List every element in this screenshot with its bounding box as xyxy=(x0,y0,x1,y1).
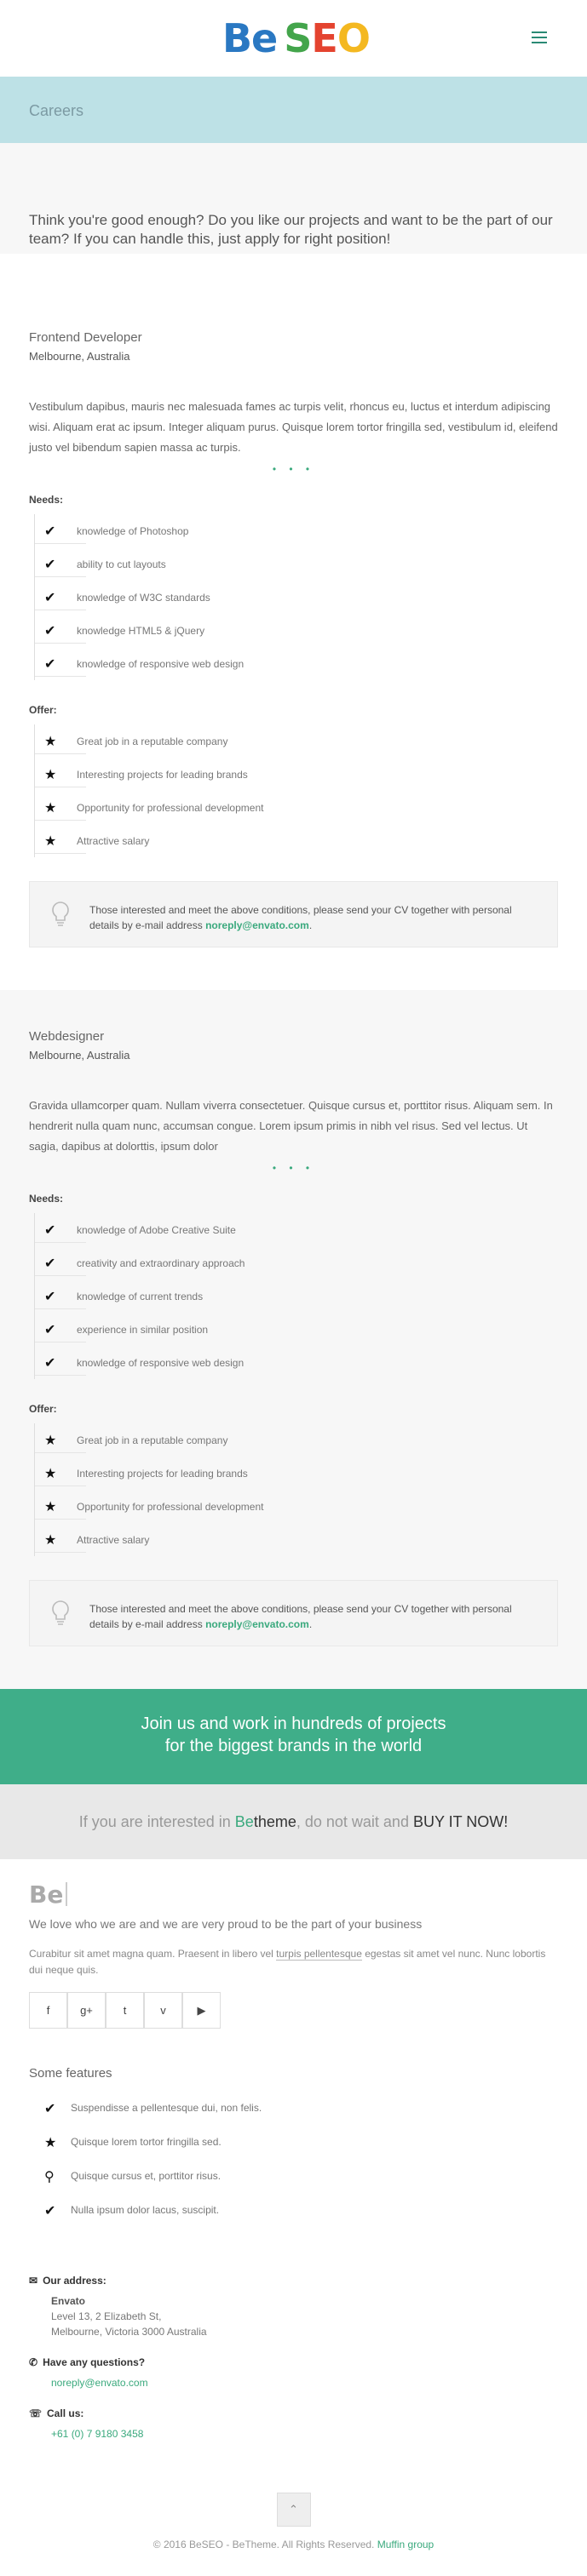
star-icon: ★ xyxy=(44,768,57,782)
star-icon: ★ xyxy=(44,801,57,816)
chat-icon: ☏ xyxy=(29,2407,43,2419)
list-item: ★ Great job in a reputable company xyxy=(34,1423,558,1457)
check-icon: ✔ xyxy=(44,624,56,638)
page-subheader xyxy=(0,77,587,143)
footer-logo[interactable]: Be xyxy=(29,1880,558,1909)
job-frontend xyxy=(0,254,587,990)
site-footer xyxy=(0,1859,587,2576)
check-icon: ✔ xyxy=(44,1223,56,1238)
buy-text: If you are interested in xyxy=(78,1813,235,1830)
offer-label: Offer: xyxy=(29,704,57,716)
check-icon: ✔ xyxy=(44,657,56,672)
job-title: Frontend Developer xyxy=(29,330,142,345)
questions-label: Have any questions? xyxy=(43,2356,146,2368)
join-banner xyxy=(0,1689,587,1784)
list-item: ★ Attractive salary xyxy=(34,1523,558,1556)
lightbulb-icon xyxy=(50,901,71,928)
join-line-1: Join us and work in hundreds of projects xyxy=(141,1714,446,1733)
list-item: ✔ knowledge of current trends xyxy=(34,1279,558,1313)
address-name: Envato xyxy=(51,2295,86,2307)
chevron-up-icon: ⌃ xyxy=(289,2503,298,2516)
star-icon: ★ xyxy=(44,1500,57,1514)
logo-be: Be xyxy=(222,15,278,61)
dots-divider: • • • xyxy=(272,463,315,475)
star-icon: ★ xyxy=(44,2136,57,2150)
job-webdesigner xyxy=(0,990,587,1689)
address-label: Our address: xyxy=(43,2275,106,2287)
address-line-2: Melbourne, Victoria 3000 Australia xyxy=(51,2326,207,2338)
list-item: ✔ knowledge of W3C standards xyxy=(34,581,558,614)
offer-label: Offer: xyxy=(29,1403,57,1415)
star-icon: ★ xyxy=(44,735,57,749)
footer-text-link[interactable]: turpis pellentesque xyxy=(276,1948,362,1960)
intro-text: Think you're good enough? Do you like our projects and want to be the part of our team? If you can handle this, just apply for right position! xyxy=(29,212,553,247)
twitter-icon[interactable]: t xyxy=(106,1992,144,2029)
list-item: ★ Opportunity for professional development xyxy=(34,1490,558,1523)
buy-brand-be: Be xyxy=(234,1813,254,1830)
star-icon: ★ xyxy=(44,1434,57,1448)
needs-label: Needs: xyxy=(29,1193,64,1205)
facebook-icon[interactable]: f xyxy=(29,1992,67,2029)
list-item: ✔ ability to cut layouts xyxy=(34,547,558,581)
muffin-group-link[interactable]: Muffin group xyxy=(377,2539,434,2550)
logo-s: S xyxy=(284,15,312,61)
list-item: ✔ experience in similar position xyxy=(34,1313,558,1346)
check-icon: ✔ xyxy=(44,591,56,605)
apply-notice: Those interested and meet the above conditions, please send your CV together with personal details by e-mail address noreply@envato.com. xyxy=(29,881,558,947)
check-icon: ✔ xyxy=(44,1323,56,1337)
google-plus-icon[interactable]: g+ xyxy=(67,1992,106,2029)
phone-link[interactable]: +61 (0) 7 9180 3458 xyxy=(51,2428,144,2440)
job-location: Melbourne, Australia xyxy=(29,1049,130,1062)
star-icon: ★ xyxy=(44,834,57,849)
phone-icon: ✆ xyxy=(29,2356,38,2368)
address-line-1: Level 13, 2 Elizabeth St, xyxy=(51,2310,162,2322)
job-description: Gravida ullamcorper quam. Nullam viverra consectetuer. Quisque cursus et, porttitor risus. Aliquam sem. In hendrerit nulla quam nunc, accumsan congue. Lorem ipsum primis in nibh vel risus. Sed vel lectus. Ut sagia, dapibus at dolorttis, ipsum dolor xyxy=(29,1099,553,1153)
call-label: Call us: xyxy=(47,2407,84,2419)
job-title: Webdesigner xyxy=(29,1029,105,1044)
buy-brand-theme: theme xyxy=(253,1813,296,1830)
list-item: ✔ knowledge of responsive web design xyxy=(34,647,558,680)
check-icon: ✔ xyxy=(44,2204,56,2218)
offer-list xyxy=(29,1423,558,1556)
check-icon: ✔ xyxy=(44,1356,56,1371)
logo-e: E xyxy=(311,15,337,61)
check-icon: ✔ xyxy=(44,2102,56,2116)
buy-text-mid: , do not wait and xyxy=(296,1813,413,1830)
pin-icon: ⚲ xyxy=(44,2170,55,2184)
envelope-icon: ✉ xyxy=(29,2275,38,2287)
list-item: ✔ Nulla ipsum dolor lacus, suscipit. xyxy=(44,2204,220,2218)
copyright: © 2016 BeSEO - BeTheme. All Rights Reserved. Muffin group xyxy=(153,2539,434,2550)
list-item: ✔ knowledge of Adobe Creative Suite xyxy=(34,1213,558,1246)
list-item: ★ Attractive salary xyxy=(34,824,558,857)
footer-text: Curabitur sit amet magna quam. Praesent in libero vel turpis pellentesque egestas sit amet vel nunc. Nunc lobortis dui neque quis. xyxy=(29,1948,546,1976)
star-icon: ★ xyxy=(44,1533,57,1548)
list-item: ★ Quisque lorem tortor fringilla sed. xyxy=(44,2136,222,2150)
back-to-top-button[interactable] xyxy=(277,2493,311,2527)
check-icon: ✔ xyxy=(44,1290,56,1304)
footer-tagline: We love who we are and we are very proud to be the part of your business xyxy=(29,1917,423,1931)
logo-o: O xyxy=(337,15,370,61)
check-icon: ✔ xyxy=(44,558,56,572)
check-icon: ✔ xyxy=(44,1257,56,1271)
needs-list xyxy=(29,514,558,680)
list-item: ★ Opportunity for professional development xyxy=(34,791,558,824)
features-list xyxy=(29,2091,558,2227)
notice-text: Those interested and meet the above conditions, please send your CV together with personal details by e-mail address xyxy=(89,1603,512,1630)
list-item: ✔ knowledge of Photoshop xyxy=(34,514,558,547)
page-title: Careers xyxy=(29,102,84,119)
vimeo-icon[interactable]: v xyxy=(144,1992,182,2029)
notice-email-link[interactable]: noreply@envato.com xyxy=(205,919,309,931)
list-item: ✔ knowledge HTML5 & jQuery xyxy=(34,614,558,647)
join-line-2: for the biggest brands in the world xyxy=(164,1737,423,1755)
notice-text: Those interested and meet the above conditions, please send your CV together with personal details by e-mail address xyxy=(89,904,512,931)
intro-section xyxy=(0,143,587,254)
list-item: ★ Interesting projects for leading brands xyxy=(34,758,558,791)
list-item: ✔ Suspendisse a pellentesque dui, non felis. xyxy=(44,2102,262,2116)
star-icon: ★ xyxy=(44,1467,57,1481)
menu-icon[interactable] xyxy=(532,31,547,43)
list-item: ⚲ Quisque cursus et, porttitor risus. xyxy=(44,2170,222,2184)
notice-email-link[interactable]: noreply@envato.com xyxy=(205,1618,309,1630)
site-header xyxy=(0,0,587,77)
check-icon: ✔ xyxy=(44,524,56,539)
offer-list xyxy=(29,724,558,857)
job-description: Vestibulum dapibus, mauris nec malesuada fames ac turpis velit, rhoncus eu, luctus et interdum adipiscing wisi. Aliquam erat ac ipsum. Integer aliquam purus. Quisque lorem tortor fringilla sed, vestibulum id, eleifend justo vel bibendum sapien massa ac turpis. xyxy=(29,400,558,454)
list-item: ✔ knowledge of responsive web design xyxy=(34,1346,558,1379)
lightbulb-icon xyxy=(50,1600,71,1627)
youtube-icon[interactable]: ▶ xyxy=(182,1992,221,2029)
contact-info xyxy=(29,2275,558,2441)
social-links xyxy=(29,1992,558,2029)
list-item: ★ Interesting projects for leading brands xyxy=(34,1457,558,1490)
buy-now-link[interactable]: BUY IT NOW! xyxy=(412,1813,509,1830)
job-location: Melbourne, Australia xyxy=(29,350,130,363)
dots-divider: • • • xyxy=(272,1162,315,1174)
list-item: ✔ creativity and extraordinary approach xyxy=(34,1246,558,1279)
needs-label: Needs: xyxy=(29,494,64,506)
questions-email-link[interactable]: noreply@envato.com xyxy=(51,2377,148,2389)
needs-list xyxy=(29,1213,558,1379)
apply-notice: Those interested and meet the above conditions, please send your CV together with personal details by e-mail address noreply@envato.com. xyxy=(29,1580,558,1646)
buy-banner xyxy=(0,1784,587,1859)
logo[interactable] xyxy=(222,15,370,61)
list-item: ★ Great job in a reputable company xyxy=(34,724,558,758)
features-title: Some features xyxy=(29,2066,112,2081)
